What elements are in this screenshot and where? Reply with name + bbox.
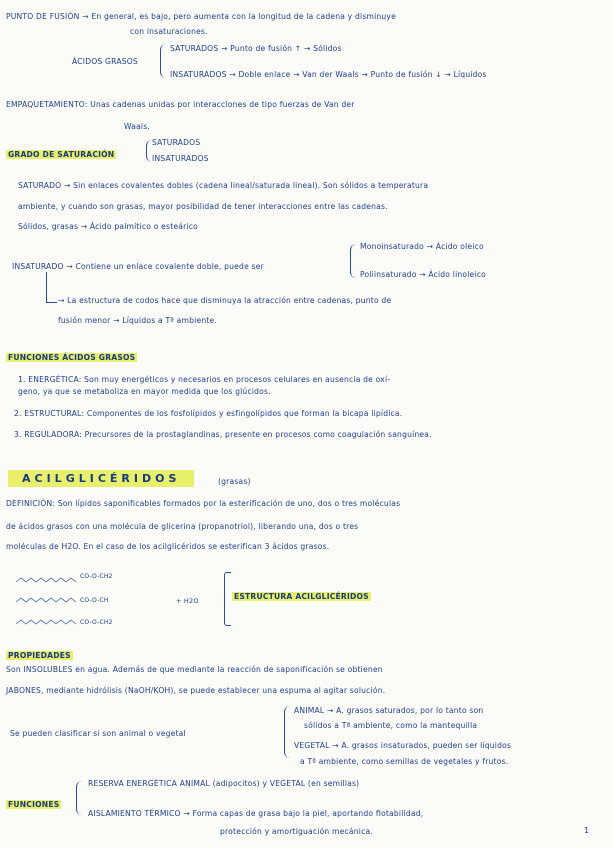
line-vegetal-2: a Tª ambiente, como semillas de vegetales y frutos. <box>300 757 509 766</box>
chem-label-1: CO-O-CH2 <box>80 573 113 580</box>
line-funcion-3: 3. REGULADORA: Precursores de la prostaglandinas, presente en procesos como coagulación sanguínea. <box>14 430 432 439</box>
line-waals: Waals. <box>124 122 151 131</box>
line-saturado-2: ambiente, y cuando son grasas, mayor posibilidad de tener interacciones entre las cadenas. <box>18 202 388 211</box>
label-acidos-grasos: ÁCIDOS GRASOS <box>72 57 138 66</box>
note-grasas: (grasas) <box>218 477 251 486</box>
line-vegetal-1: VEGETAL → A. grasos insaturados, pueden ser líquidos <box>294 741 512 750</box>
line-insaturado-1: INSATURADO → Contiene un enlace covalente doble, puede ser <box>12 262 264 271</box>
line-empaquetamiento: EMPAQUETAMIENTO: Unas cadenas unidas por interacciones de tipo fuerzas de Van der <box>6 100 355 109</box>
line-funcion-reserva: RESERVA ENERGÉTICA ANIMAL (adipocitos) y VEGETAL (en semillas) <box>88 779 360 788</box>
brace <box>160 44 169 78</box>
brace <box>350 244 359 278</box>
line-saturado-1: SATURADO → Sin enlaces covalentes dobles (cadena lineal/saturada lineal). Son sólidos a temperatura <box>18 181 429 190</box>
line-insaturados: INSATURADOS → Doble enlace → Van der Waals → Punto de fusión ↓ → Líquidos <box>170 70 487 79</box>
line-funcion-1a: 1. ENERGÉTICA: Son muy energéticos y necesarios en procesos celulares en ausencia de oxí- <box>18 375 391 384</box>
label-estructura-acilgliceridos: ESTRUCTURA ACILGLICÉRIDOS <box>234 592 369 601</box>
line-insaturado-3: fusión menor → Líquidos a Tª ambiente. <box>58 316 218 325</box>
line-funcion-2: 2. ESTRUCTURAL: Componentes de los fosfolípidos y esfingolípidos que forman la bicapa lipídica. <box>14 409 403 418</box>
chem-label-2: CO-O-CH <box>80 597 109 604</box>
line-funcion-proteccion: protección y amortiguación mecánica. <box>220 827 373 836</box>
line-funcion-aislamiento: AISLAMIENTO TÉRMICO → Forma capas de grasa bajo la piel, aportando flotabilidad, <box>88 809 424 818</box>
line-punto-fusion: PUNTO DE FUSIÓN → En general, es bajo, pero aumenta con la longitud de la cadena y disminuye <box>6 12 396 21</box>
arrow-connector <box>46 272 57 303</box>
line-insaturado-2: → La estructura de codos hace que disminuya la atracción entre cadenas, punto de <box>58 296 392 305</box>
heading-acilgliceridos: ACILGLICÉRIDOS <box>8 470 194 487</box>
line-propiedades-1: Son INSOLUBLES en agua. Además de que mediante la reacción de saponificación se obtienen <box>6 665 383 674</box>
line-monoinsaturado: Monoinsaturado → Ácido oleico <box>360 242 484 251</box>
page-number: 1 <box>584 826 590 835</box>
label-insaturados: INSATURADOS <box>152 154 209 163</box>
heading-funciones-acidos-grasos: FUNCIONES ÁCIDOS GRASOS <box>8 353 136 362</box>
heading-grado-saturacion: GRADO DE SATURACIÓN <box>8 150 115 159</box>
line-definicion-3: moléculas de H2O. En el caso de los acilglicéridos se esterifican 3 ácidos grasos. <box>6 542 330 551</box>
bracket <box>224 572 231 626</box>
label-saturados: SATURADOS <box>152 138 201 147</box>
line-propiedades-2: JABONES, mediante hidrólisis (NaOH/KOH), se puede establecer una espuma al agitar solución. <box>6 686 386 695</box>
heading-propiedades: PROPIEDADES <box>8 651 71 660</box>
line-poliinsaturado: Poliinsaturado → Ácido linoleico <box>360 270 486 279</box>
line-definicion-2: de ácidos grasos con una molécula de glicerina (propanotriol), liberando una, dos o tres <box>6 522 359 531</box>
line-definicion-1: DEFINICIÓN: Son lípidos saponificables formados por la esterificación de uno, dos o tres moléculas <box>6 499 401 508</box>
chem-label-3: CO-O-CH2 <box>80 619 113 626</box>
brace <box>284 706 293 758</box>
line-animal-1: ANIMAL → A. grasos saturados, por lo tanto son <box>294 706 484 715</box>
line-saturado-3: Sólidos, grasas → Ácido palmítico o esteárico <box>18 222 198 231</box>
line-insaturaciones: con insaturaciones. <box>130 27 208 36</box>
line-funcion-1b: geno, ya que se metaboliza en mayor medida que los glúcidos. <box>18 387 271 396</box>
line-saturados: SATURADOS → Punto de fusión ↑ → Sólidos <box>170 44 342 53</box>
line-animal-2: sólidos a Tª ambiente, como la mantequilla <box>304 721 478 730</box>
line-propiedades-3: Se pueden clasificar si son animal o vegetal <box>10 729 186 738</box>
heading-funciones: FUNCIONES <box>8 800 60 809</box>
brace <box>76 781 85 815</box>
label-plus-water: + H2O <box>176 597 199 605</box>
